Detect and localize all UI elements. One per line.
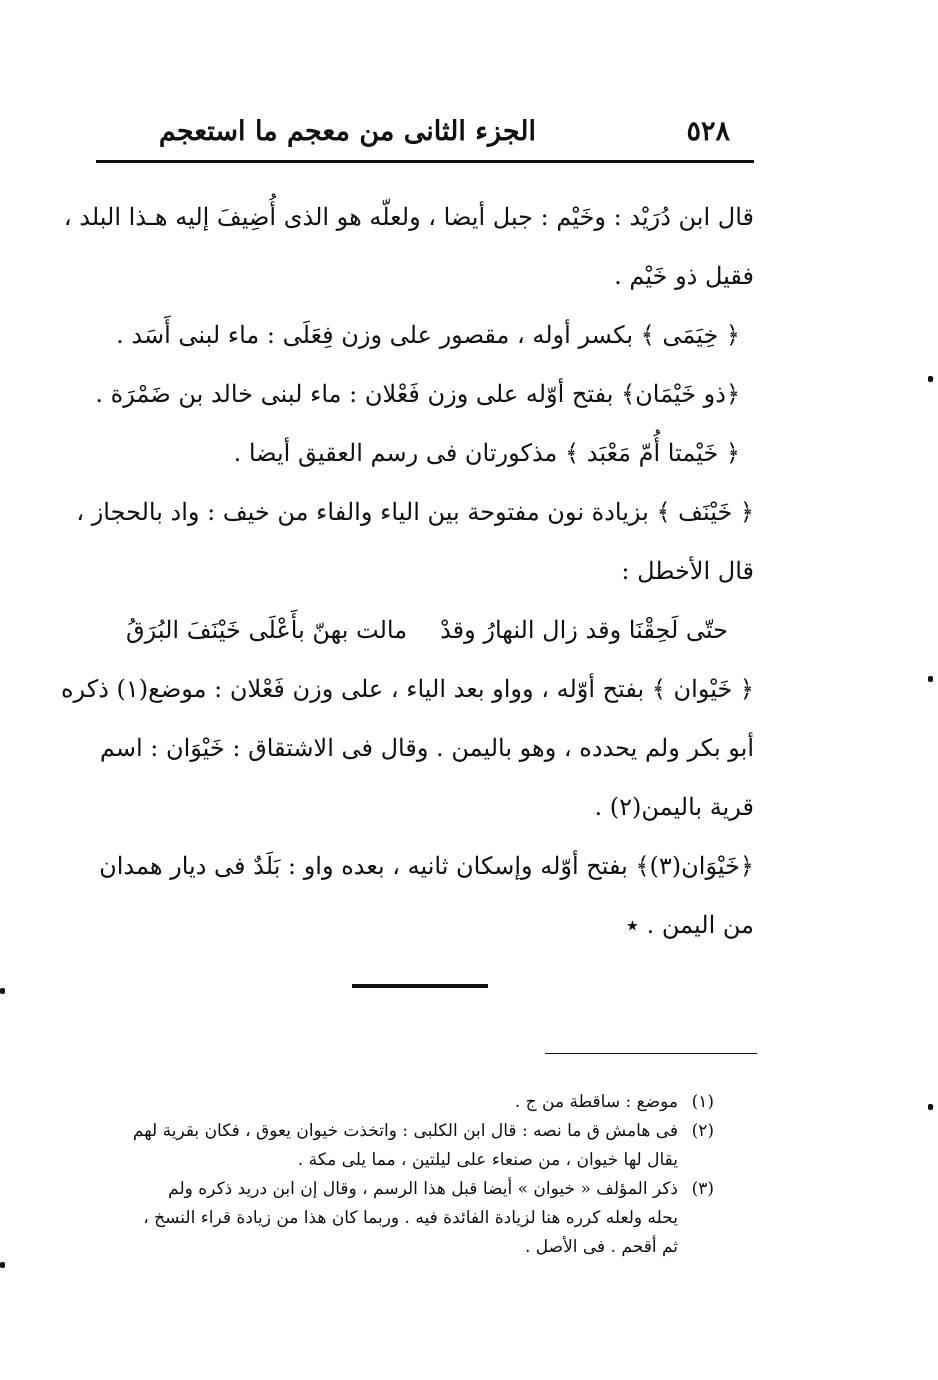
text-line: قرية باليمن(٢) . [594, 793, 754, 821]
entry-line: ﴿خَيْوَان(٣)﴾ بفتح أوّله وإسكان ثانيه ، بعده واو : بَلَدٌ فى ديار همدان [99, 852, 754, 880]
footnote-number: (٣) [691, 1179, 714, 1199]
footnote [96, 1117, 714, 1175]
entry-line: ﴿ خَيْوان ﴾ بفتح أوّله ، وواو بعد الياء ، على وزن فَعْلان : موضع(١) ذكره [60, 675, 754, 703]
poem-verse [96, 603, 754, 662]
scan-mark [0, 1262, 5, 1268]
footnote-line: يحله ولعله كرره هنا لزيادة الفائدة فيه . وربما كان هذا من زيادة قراء النسخ ، [143, 1208, 678, 1228]
text-line: قال ابن دُرَيْد : وخَيْم : جبل أيضا ، ولعلّه هو الذى أُضِيفَ إليه هـذا البلد ، [63, 203, 754, 231]
scan-mark [928, 676, 933, 682]
entry-text [60, 190, 754, 957]
scan-mark [928, 376, 933, 382]
text-line: قال الأخطل : [621, 557, 754, 585]
footnote-number: (٢) [691, 1121, 714, 1141]
verse-first-hemistich: حتّى لَحِقْنَا وقد زال النهارُ وقدْ [440, 616, 728, 644]
footnote-line: موضع : ساقطة من ج . [514, 1092, 678, 1112]
page-number: ٥٢٨ [686, 116, 730, 147]
text-line: من اليمن . ٭ [625, 911, 754, 939]
footnote-line: ذكر المؤلف « خيوان » أيضا قبل هذا الرسم ، وقال إن ابن دريد ذكره ولم [168, 1179, 678, 1199]
page-header [96, 112, 754, 158]
running-title: الجزء الثانى من معجم ما استعجم [158, 116, 536, 147]
footnote [96, 1088, 714, 1117]
entry-line: ﴿ذو خَيْمَان﴾ بفتح أوّله على وزن فَعْلان : ماء لبنى خالد بن ضَمْرَة . [95, 380, 740, 408]
text-line: فقيل ذو خَيْم . [614, 262, 754, 290]
header-rule [96, 160, 754, 163]
verse-second-hemistich: مالت بهنّ بأَعْلَى خَيْنَفَ البُرَقُ [126, 616, 408, 644]
entry-line: ﴿ خَيْمتا أُمّ مَعْبَد ﴾ مذكورتان فى رسم العقيق أيضا . [233, 439, 740, 467]
entry-line: ﴿ خِيَمَى ﴾ بكسر أوله ، مقصور على وزن فِعَلَى : ماء لبنى أَسَد . [116, 321, 740, 349]
footnotes [96, 1088, 714, 1262]
entry-line: ﴿ خَيْنَف ﴾ بزيادة نون مفتوحة بين الياء والفاء من خيف : واد بالحجاز ، [76, 498, 754, 526]
end-of-section-rule [352, 984, 488, 988]
scan-mark [0, 988, 5, 994]
footnote-line: يقال لها خيوان ، من صنعاء على ليلتين ، مما يلى مكة . [297, 1150, 678, 1170]
scan-mark [928, 1104, 933, 1110]
footnote-separator [545, 1053, 757, 1054]
footnote-line: ثم أقحم . فى الأصل . [524, 1237, 678, 1257]
text-line: أبو بكر ولم يحدده ، وهو باليمن . وقال فى الاشتقاق : خَيْوَان : اسم [99, 734, 754, 762]
footnote-line: فى هامش ق ما نصه : قال ابن الكلبى : واتخذت خيوان يعوق ، فكان بقرية لهم [132, 1121, 678, 1141]
footnote-number: (١) [691, 1092, 714, 1112]
footnote [96, 1175, 714, 1262]
